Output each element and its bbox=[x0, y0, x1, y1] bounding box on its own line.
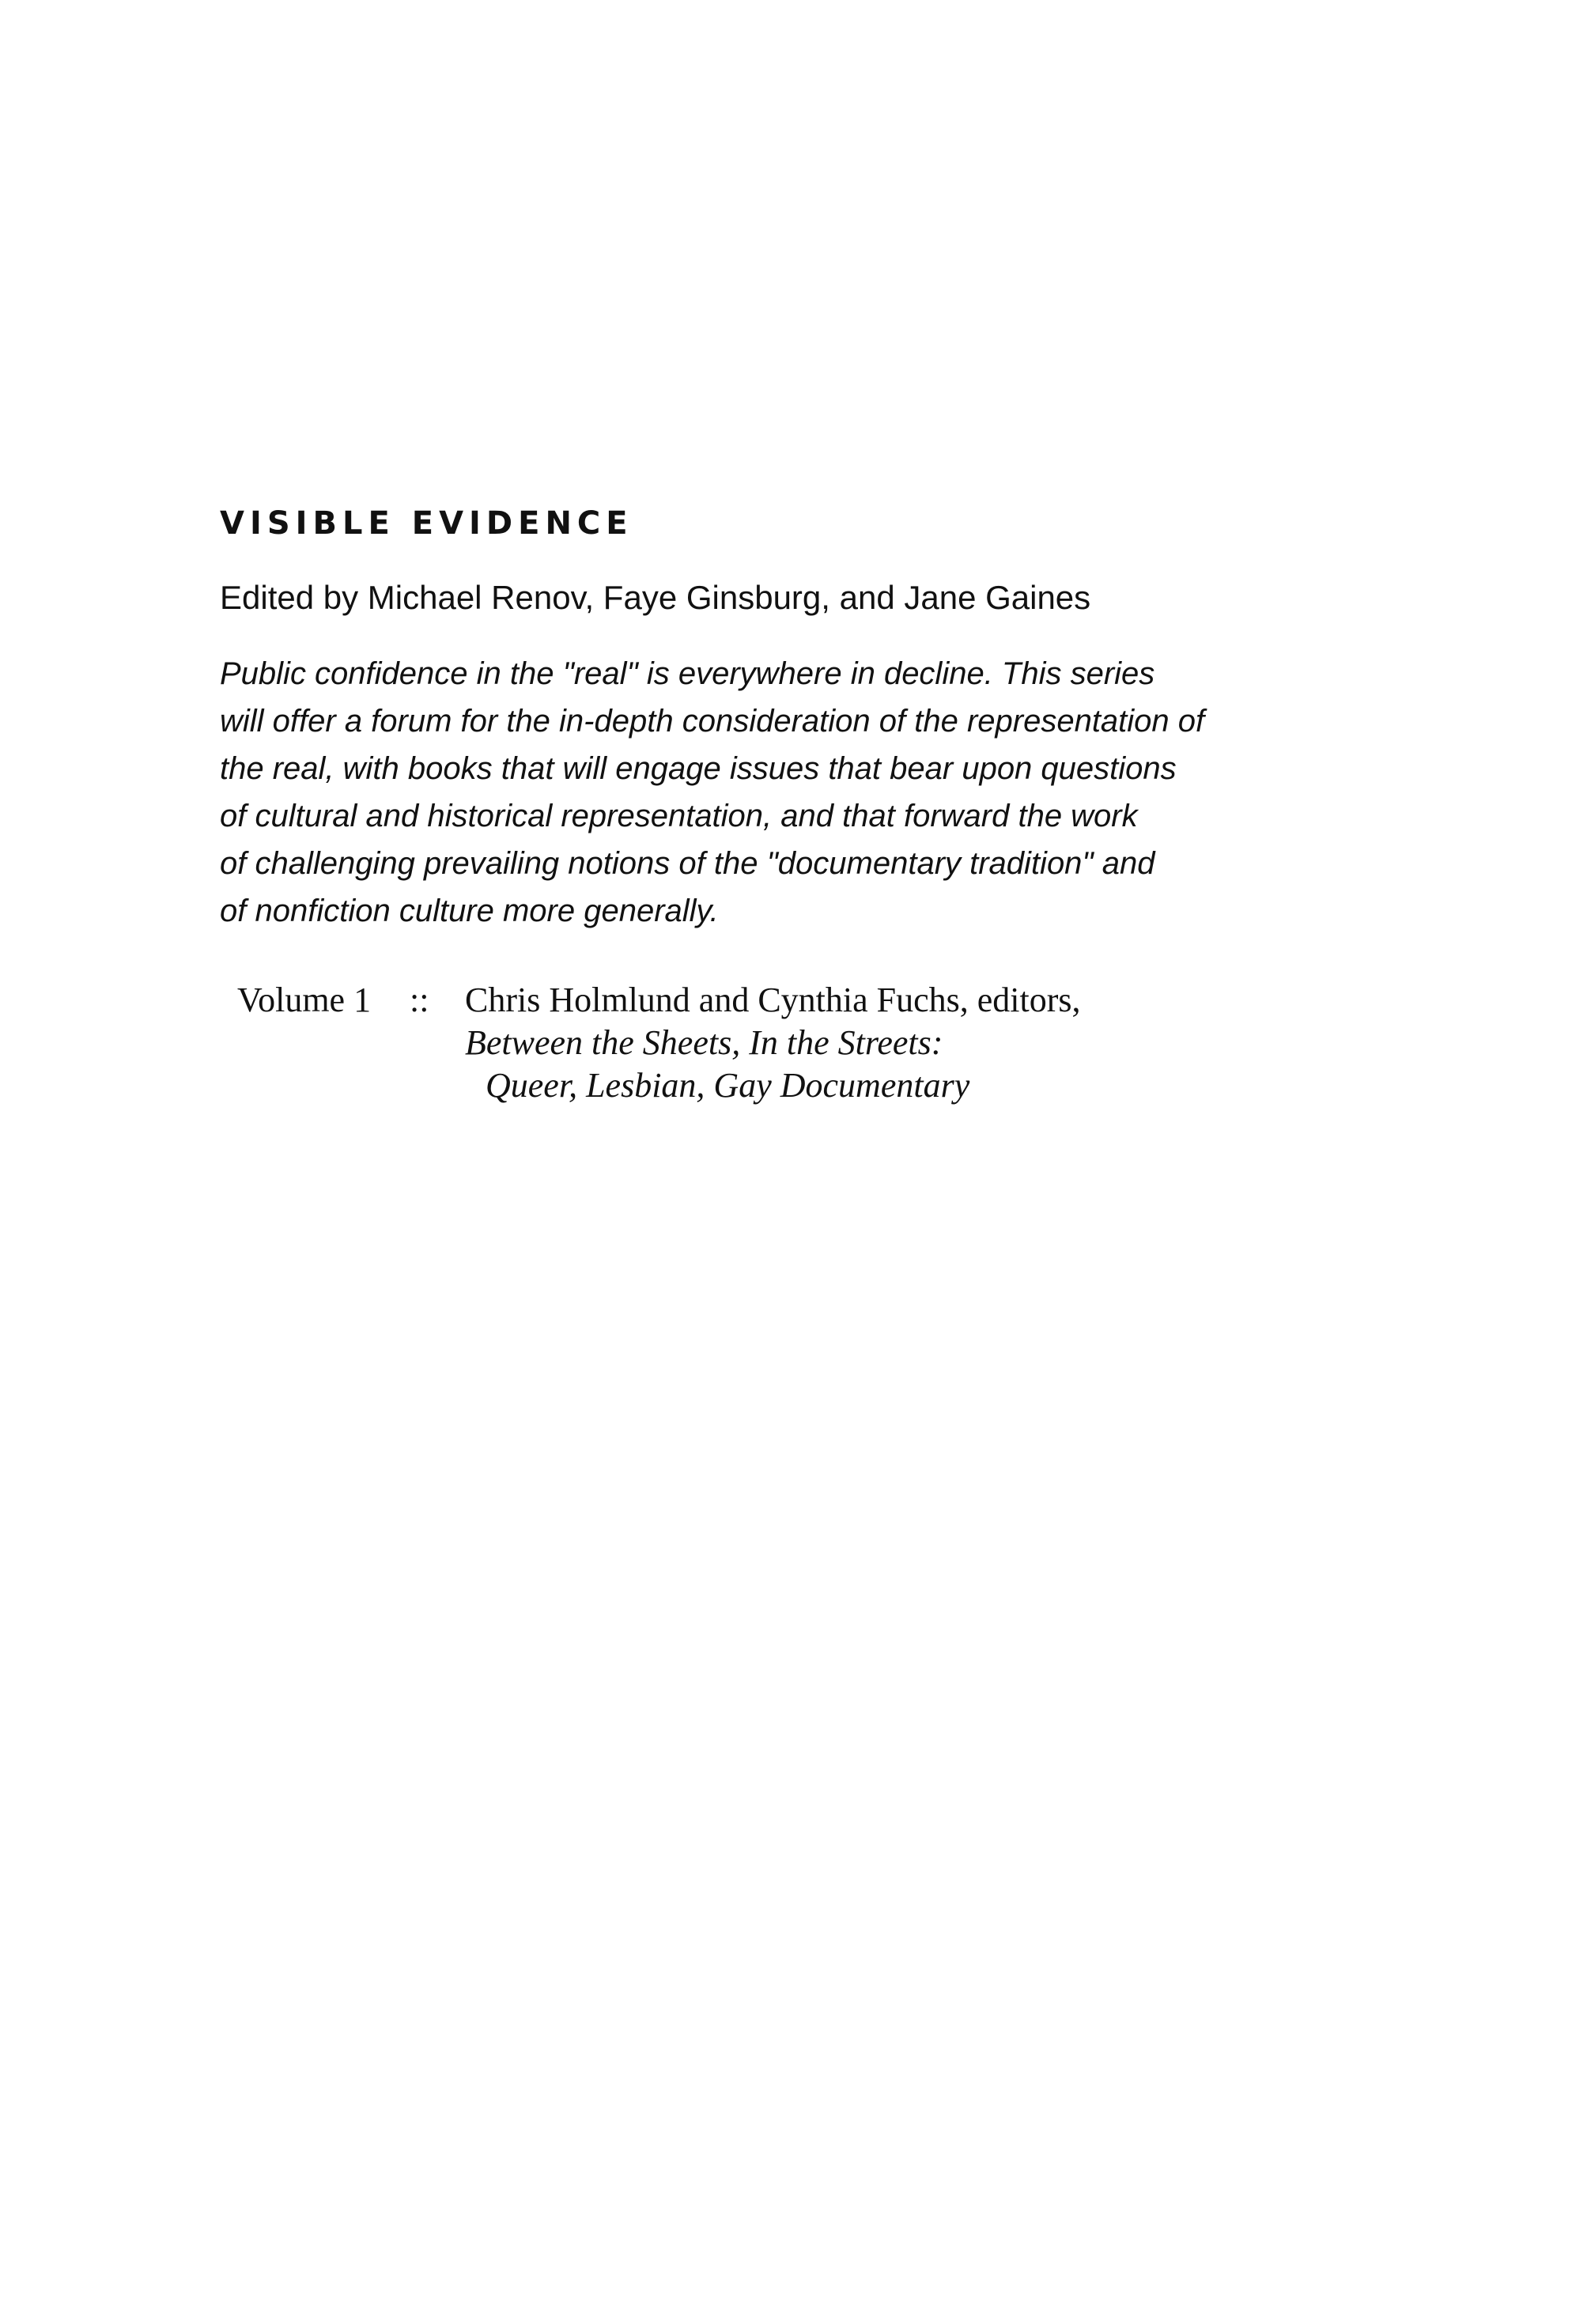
description-line: will offer a forum for the in-depth consideration of the representation of bbox=[220, 704, 1205, 739]
description-line: Public confidence in the "real" is everywhere in decline. This series bbox=[220, 656, 1155, 691]
description-line: of nonfiction culture more generally. bbox=[220, 894, 719, 928]
series-title: VISIBLE EVIDENCE bbox=[220, 505, 633, 542]
volume-entry bbox=[237, 979, 1265, 1137]
volume-separator: :: bbox=[410, 981, 429, 1019]
volume-title-line: Between the Sheets, In the Streets: bbox=[465, 1023, 943, 1062]
volume-subtitle-line: Queer, Lesbian, Gay Documentary bbox=[486, 1066, 970, 1105]
volume-label: Volume 1 bbox=[237, 981, 372, 1019]
description-line: of cultural and historical representation, and that forward the work bbox=[220, 799, 1138, 833]
volume-editors: Chris Holmlund and Cynthia Fuchs, editors, bbox=[465, 981, 1081, 1019]
series-editors: Edited by Michael Renov, Faye Ginsburg, and Jane Gaines bbox=[220, 579, 1091, 616]
series-description bbox=[220, 650, 1204, 935]
volume-details bbox=[465, 979, 1081, 1107]
description-line: of challenging prevailing notions of the "documentary tradition" and bbox=[220, 846, 1155, 881]
description-line: the real, with books that will engage issues that bear upon questions bbox=[220, 751, 1177, 786]
